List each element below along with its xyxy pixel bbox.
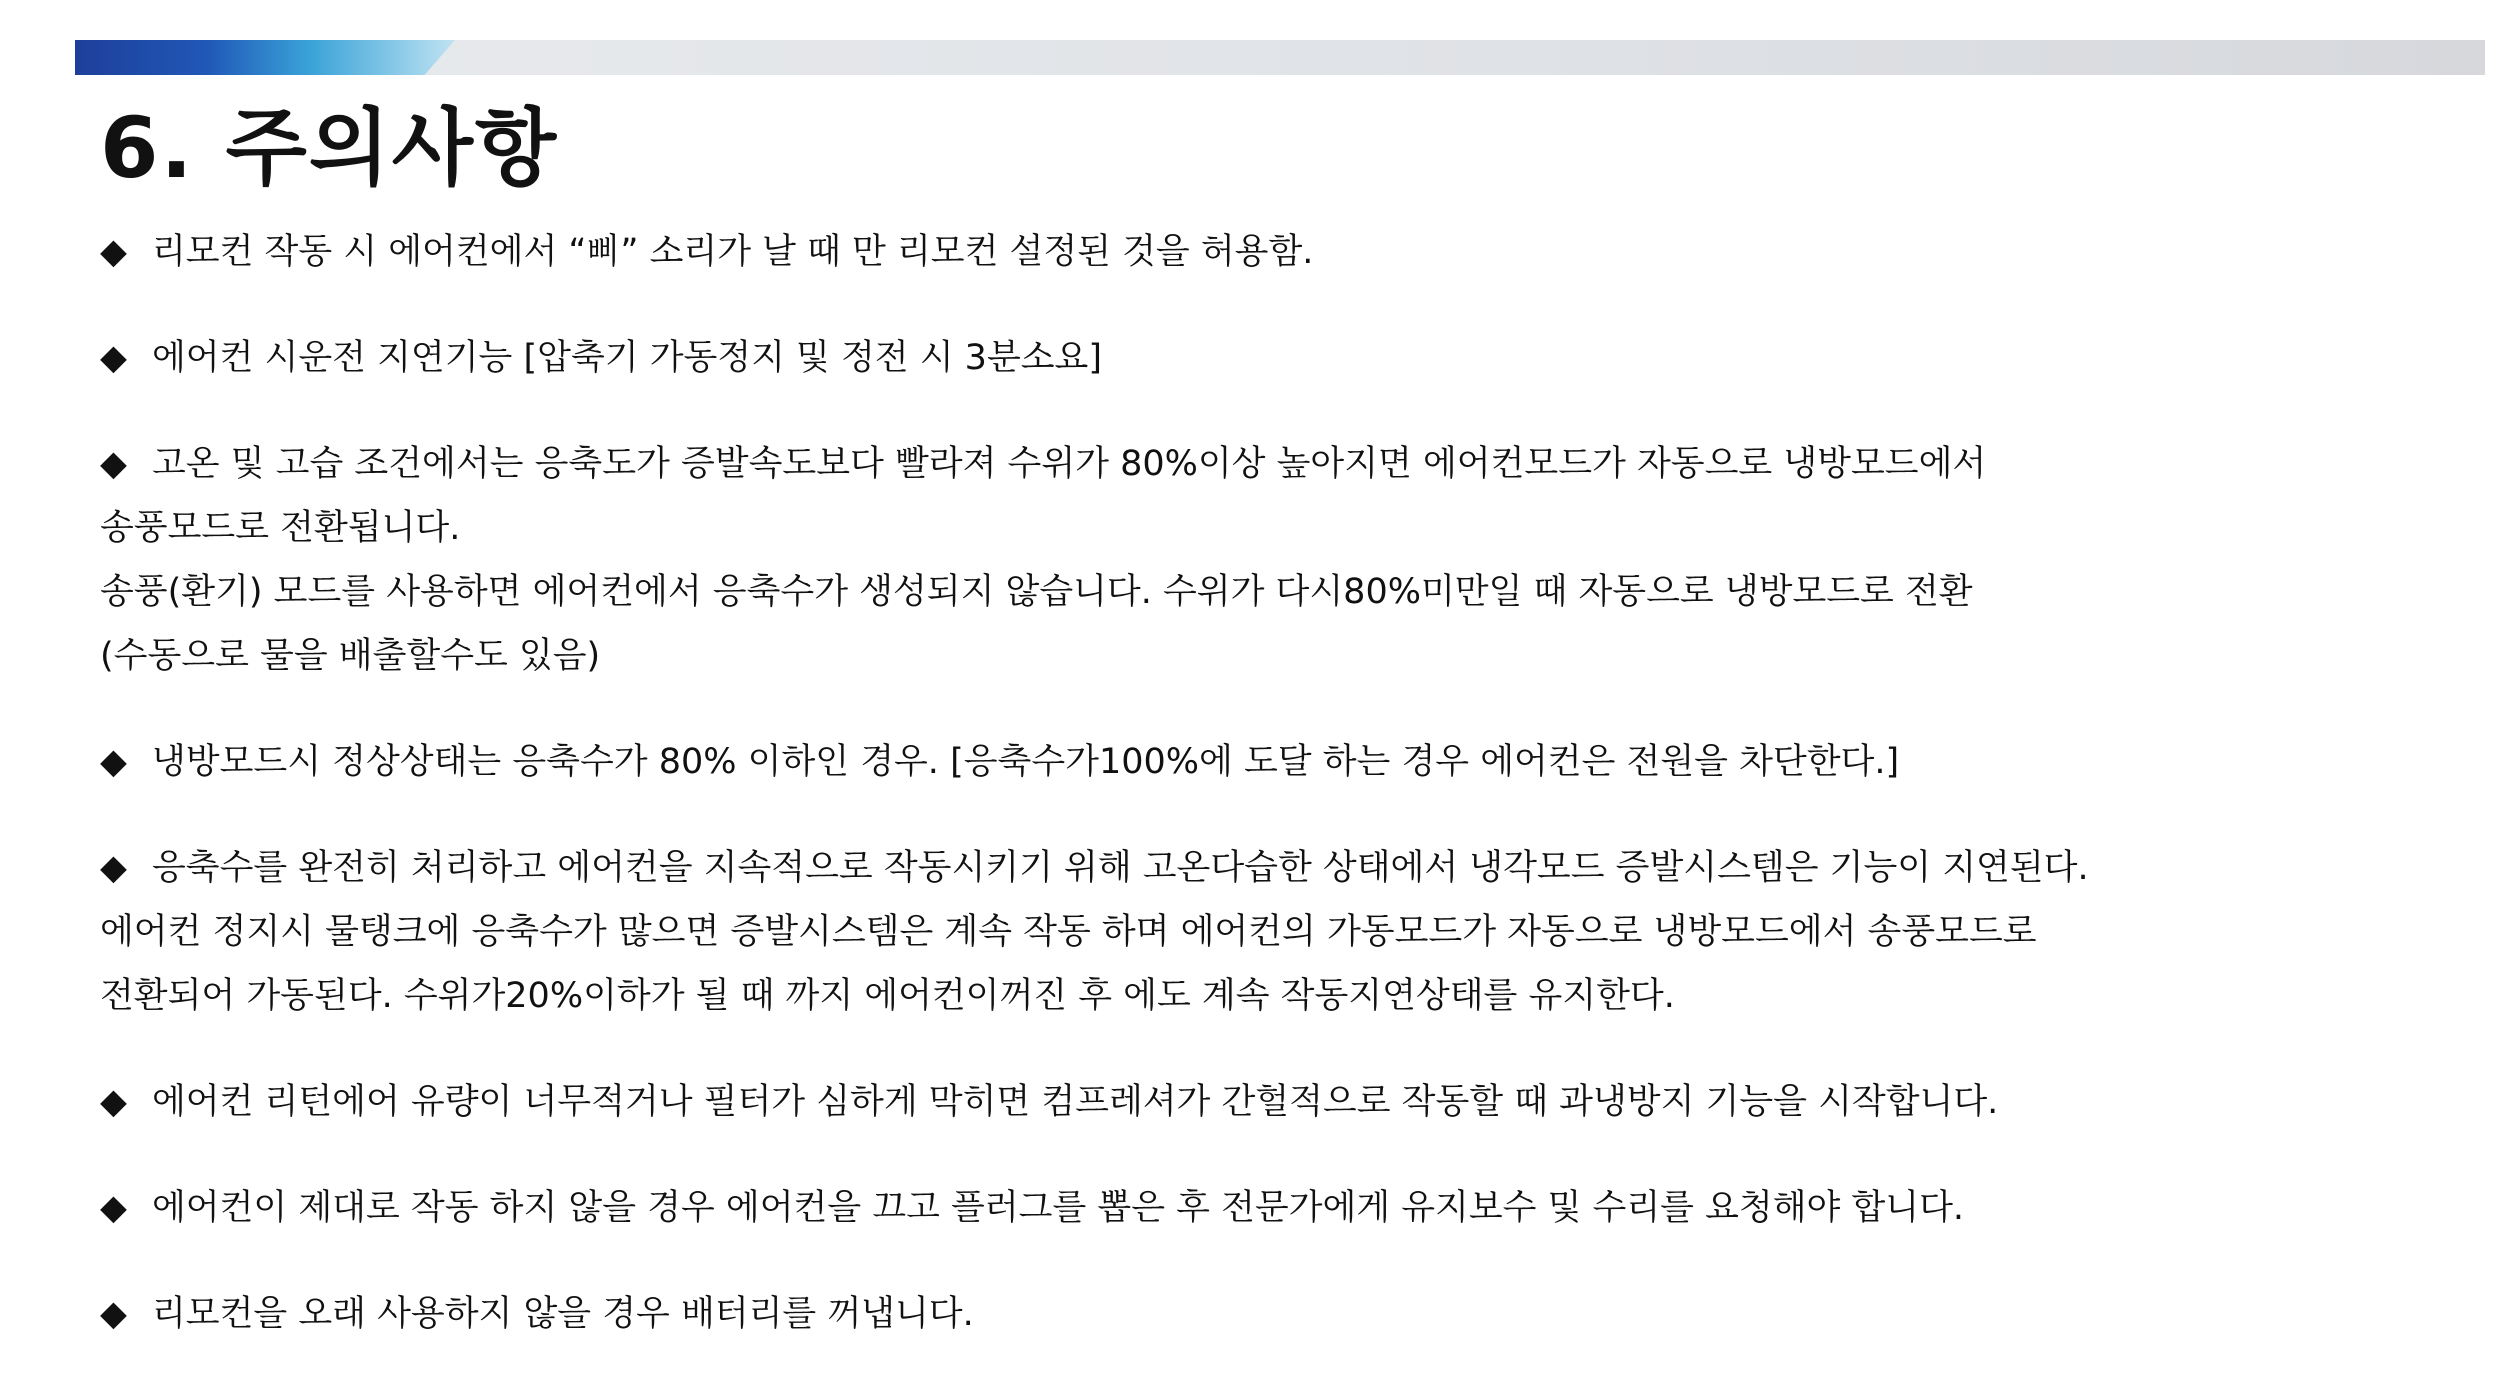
- notice-line: [100, 836, 2500, 900]
- notice-text: 리모컨 작동 시 에어컨에서 “삐” 소리가 날 때 만 리모컨 설정된 것을 허용함.: [152, 232, 1314, 272]
- page-title: 6. 주의사항: [100, 99, 559, 197]
- notice-line: 송풍모드로 전환됩니다.: [100, 508, 461, 548]
- diamond-bullet-icon: ◆: [100, 444, 127, 484]
- diamond-bullet-icon: ◆: [100, 1294, 127, 1334]
- notice-text: 리모컨을 오래 사용하지 않을 경우 배터리를 꺼냅니다.: [152, 1294, 974, 1334]
- notice-line: 에어컨 정지시 물탱크에 응축수가 많으면 증발시스템은 계속 작동 하며 에어컨의 가동모드가 자동으로 냉방모드에서 송풍모드로: [100, 912, 2037, 952]
- diamond-bullet-icon: ◆: [100, 338, 127, 378]
- notice-text: 에어컨 시운전 지연기능 [압축기 가동정지 및 정전 시 3분소요]: [152, 338, 1103, 378]
- notice-line: [100, 326, 2500, 390]
- notice-text: 응축수를 완전히 처리하고 에어컨을 지속적으로 작동시키기 위해 고온다습한 상태에서 냉각모드 증발시스템은 기능이 지연된다.: [152, 848, 2089, 888]
- notice-text: 고온 및 고습 조건에서는 응축도가 증발속도보다 빨라져 수위가 80%이상 높아지면 에어컨모드가 자동으로 냉방모드에서: [152, 444, 1987, 484]
- notice-line: [100, 432, 2500, 496]
- header-accent-stripe: [75, 40, 455, 75]
- notice-item: [100, 220, 2500, 284]
- notice-text: 에어컨 리턴에어 유량이 너무적거나 필터가 심하게 막히면 컴프레셔가 간헐적으로 작동할 때 과냉방지 기능을 시작합니다.: [152, 1082, 1999, 1122]
- notice-item: [100, 1282, 2500, 1346]
- notice-text: 냉방모드시 정상상태는 응축수가 80% 이하인 경우. [응축수가100%에 도달 하는 경우 에어컨은 전원을 차단한다.]: [152, 742, 1900, 782]
- notice-line: [100, 1176, 2500, 1240]
- notice-item: [100, 1070, 2500, 1134]
- notice-line: 송풍(환기) 모드를 사용하면 에어컨에서 응축수가 생성되지 않습니다. 수위가 다시80%미만일 때 자동으로 냉방모드로 전환: [100, 572, 1973, 612]
- notice-text: 에어컨이 제대로 작동 하지 않을 경우 에어컨을 끄고 플러그를 뽑은 후 전문가에게 유지보수 및 수리를 요청해야 합니다.: [152, 1188, 1965, 1228]
- notice-item: [100, 730, 2500, 794]
- notice-line: [100, 730, 2500, 794]
- notice-line: [100, 220, 2500, 284]
- notice-line: [100, 1282, 2500, 1346]
- notice-item: [100, 1176, 2500, 1240]
- notice-item: [100, 326, 2500, 390]
- notice-item: [100, 836, 2500, 1028]
- notice-list: [100, 220, 2500, 1388]
- diamond-bullet-icon: ◆: [100, 742, 127, 782]
- notice-line: 전환되어 가동된다. 수위가20%이하가 될 때 까지 에어컨이꺼진 후 에도 계속 작동지연상태를 유지한다.: [100, 976, 1675, 1016]
- diamond-bullet-icon: ◆: [100, 848, 127, 888]
- notice-item: [100, 432, 2500, 688]
- notice-line: (수동으로 물을 배출할수도 있음): [100, 636, 601, 676]
- diamond-bullet-icon: ◆: [100, 232, 127, 272]
- notice-line: [100, 1070, 2500, 1134]
- diamond-bullet-icon: ◆: [100, 1188, 127, 1228]
- diamond-bullet-icon: ◆: [100, 1082, 127, 1122]
